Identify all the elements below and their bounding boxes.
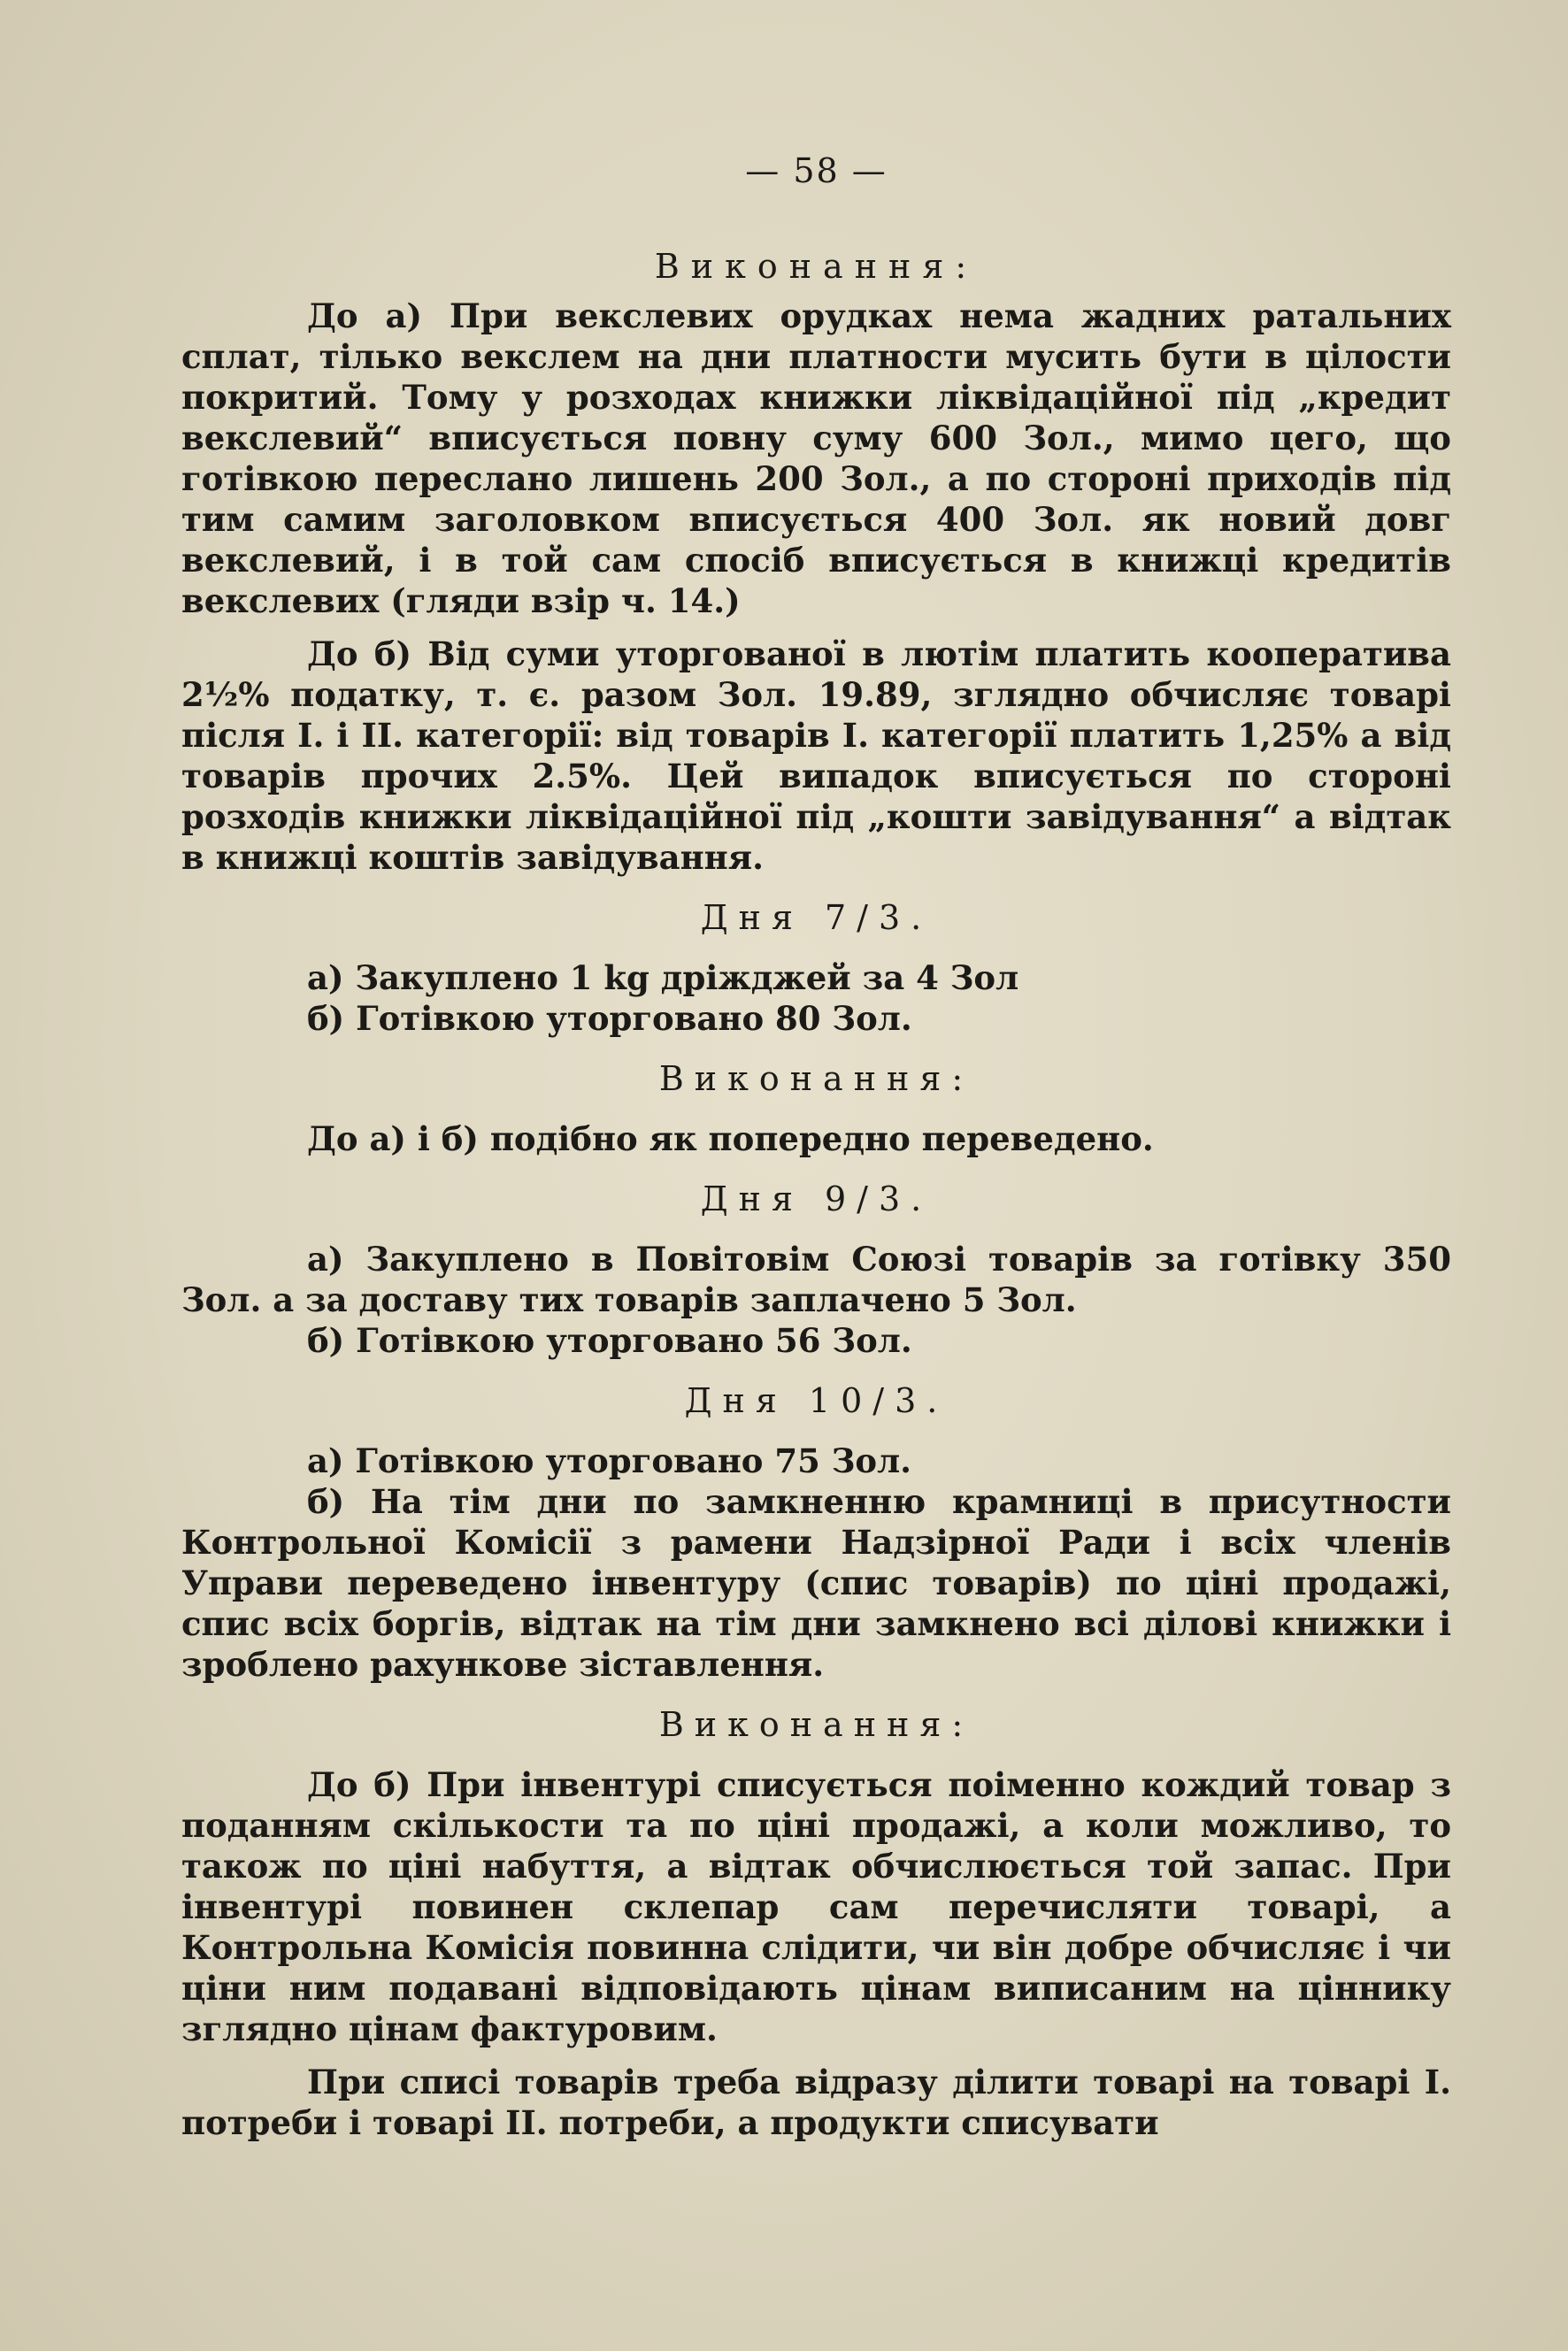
- section-heading: Виконання:: [658, 1059, 974, 1098]
- page-text: [181, 150, 1451, 2143]
- date-heading: Дня 10/3.: [684, 1381, 949, 1420]
- section-heading: Виконання:: [654, 247, 979, 286]
- date-heading: Дня 9/3.: [700, 1179, 933, 1218]
- paragraph: До а) При векслевих орудках нема жадних ратальних сплат, тілько векслем на дни платности мусить бути в цілости покритий. Тому у розходах книжки ліквідаційної під „кредит векслевий“ вписується повну суму 600 Зол., мимо цего, що готівкою переслано лишень 200 Зол., а по стороні приходів під тим самим заголовком вписується 400 Зол. як новий довг векслевий, і в той сам спосіб вписується в книжці кредитів векслевих (гляди взір ч. 14.): [181, 296, 1451, 620]
- list-item: б) Готівкою уторговано 56 Зол.: [307, 1321, 912, 1360]
- list-item: а) Готівкою уторговано 75 Зол.: [307, 1441, 912, 1480]
- list-item: а) Закуплено 1 kg дріжджей за 4 Зол: [307, 958, 1019, 997]
- list-item: а) Закуплено в Повітовім Союзі товарів за готівку 350 Зол. а за доставу тих товарів заплачено 5 Зол.: [181, 1240, 1451, 1319]
- date-heading: Дня 7/3.: [700, 898, 933, 937]
- paragraph: До б) Від суми уторгованої в лютім платить кооператива 2½% податку, т. є. разом Зол. 19.89, зглядно обчисляє товарі після І. і ІІ. категорії: від товарів І. категорії платить 1,25% а від товарів прочих 2.5%. Цей випадок вписується по стороні розходів книжки ліквідаційної під „кошти завідування“ а відтак в книжці коштів завідування.: [181, 634, 1451, 877]
- paragraph: При списі товарів треба відразу ділити товарі на товарі І. потреби і товарі ІІ. потреби, а продукти списувати: [181, 2063, 1451, 2142]
- list-item: б) Готівкою уторговано 80 Зол.: [307, 999, 912, 1038]
- paragraph: До б) При інвентурі списується поіменно кождий товар з поданням скількости та по ціні продажі, а коли можливо, то також по ціні набуття, а відтак обчислюється той запас. При інвентурі повинен склепар сам перечисляти товарі, а Контрольна Комісія повинна слідити, чи він добре обчисляє і чи ціни ним подавані відповідають цінам виписаним на ціннику зглядно цінам фактуровим.: [181, 1765, 1451, 2048]
- paragraph: До а) і б) подібно як попередно переведено.: [307, 1119, 1154, 1158]
- list-item: б) На тім дни по замкненню крамниці в присутности Контрольної Комісії з рамени Надзірної Ради і всіх членів Управи переведено інвентуру (спис товарів) по ціні продажі, спис всіх боргів, відтак на тім дни замкнено всі ділові книжки і зроблено рахункове зіставлення.: [181, 1482, 1451, 1684]
- section-heading: Виконання:: [658, 1705, 974, 1744]
- page-number: — 58 —: [745, 151, 888, 190]
